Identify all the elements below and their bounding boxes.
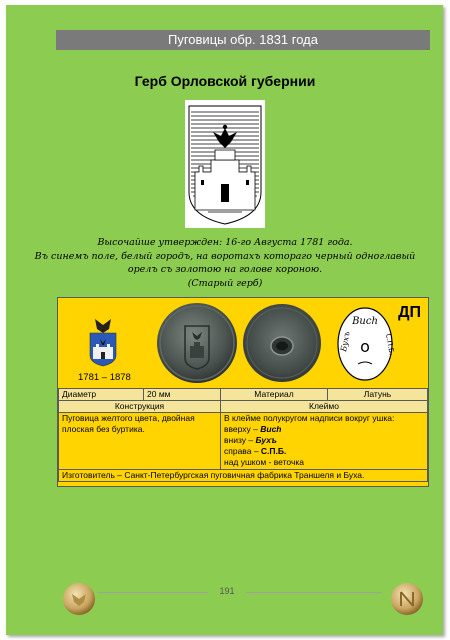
page-title: Герб Орловской губернии <box>134 73 316 89</box>
coat-of-arms-image <box>185 100 265 228</box>
button-front-image <box>156 302 238 384</box>
spec-row-main <box>59 389 428 401</box>
mark-above: над ушком - веточка <box>224 457 305 467</box>
years-range: 1781 – 1878 <box>78 372 131 383</box>
mark-right <box>224 446 424 457</box>
small-coat-of-arms-icon <box>88 315 118 367</box>
diameter-label: Диаметр <box>59 389 144 401</box>
caption-line: Высочайше утвержден: 16-го Августа 1781 года. <box>97 237 353 248</box>
footer-rule-left <box>98 592 208 593</box>
coat-caption <box>20 236 430 290</box>
stamp-right-text: С.П.Б. <box>384 332 396 356</box>
button-info-card <box>57 297 429 487</box>
mark-top-value: Buch <box>260 424 282 434</box>
caption-line: орелъ съ золотою на голове короною. <box>127 264 323 275</box>
construction-label: Конструкция <box>59 401 221 413</box>
right-medallion-icon <box>390 582 424 616</box>
mark-intro: В клейме полукругом надписи вокруг ушка: <box>224 413 395 423</box>
stamp-top-text: Вuch <box>352 316 378 327</box>
mark-right-value: С.П.Б. <box>260 446 287 456</box>
mark-label: Клеймо <box>221 401 428 413</box>
mark-bottom-prefix: внизу – <box>224 435 256 445</box>
footer-rule-right <box>246 592 381 593</box>
spec-row-details <box>59 413 428 470</box>
spec-row-maker <box>59 470 428 482</box>
diameter-value: 20 мм <box>144 389 221 401</box>
mark-top-prefix: вверху – <box>224 424 261 434</box>
mark-top <box>224 424 424 435</box>
caption-line: (Старый герб) <box>187 277 263 289</box>
caption-line: Въ синемъ поле, белый городъ, на воротахъ котораго черный одноглавый <box>34 250 416 262</box>
maker-text: Изготовитель – Санкт-Петербургская пуговичная фабрика Траншеля и Буха. <box>59 470 428 482</box>
construction-text: Пуговица желтого цвета, двойная плоская без буртика. <box>59 413 221 470</box>
mark-bottom <box>224 435 424 446</box>
stamp-diagram <box>336 306 394 382</box>
mark-right-prefix: справа – <box>224 446 261 456</box>
spec-table <box>58 388 428 482</box>
spec-row-headings <box>59 401 428 413</box>
badge-dp: ДП <box>398 304 421 321</box>
material-value: Латунь <box>328 389 428 401</box>
material-label: Материал <box>221 389 328 401</box>
page-number: 191 <box>219 586 235 596</box>
mark-bottom-value: Бухъ <box>255 435 277 445</box>
header-bar: Пуговицы обр. 1831 года <box>56 30 430 50</box>
stamp-center-text: о <box>360 337 370 356</box>
stamp-left-text: Бухъ <box>339 330 352 353</box>
mark-text <box>221 413 428 470</box>
button-back-image <box>242 302 322 384</box>
left-medallion-icon <box>62 582 96 616</box>
